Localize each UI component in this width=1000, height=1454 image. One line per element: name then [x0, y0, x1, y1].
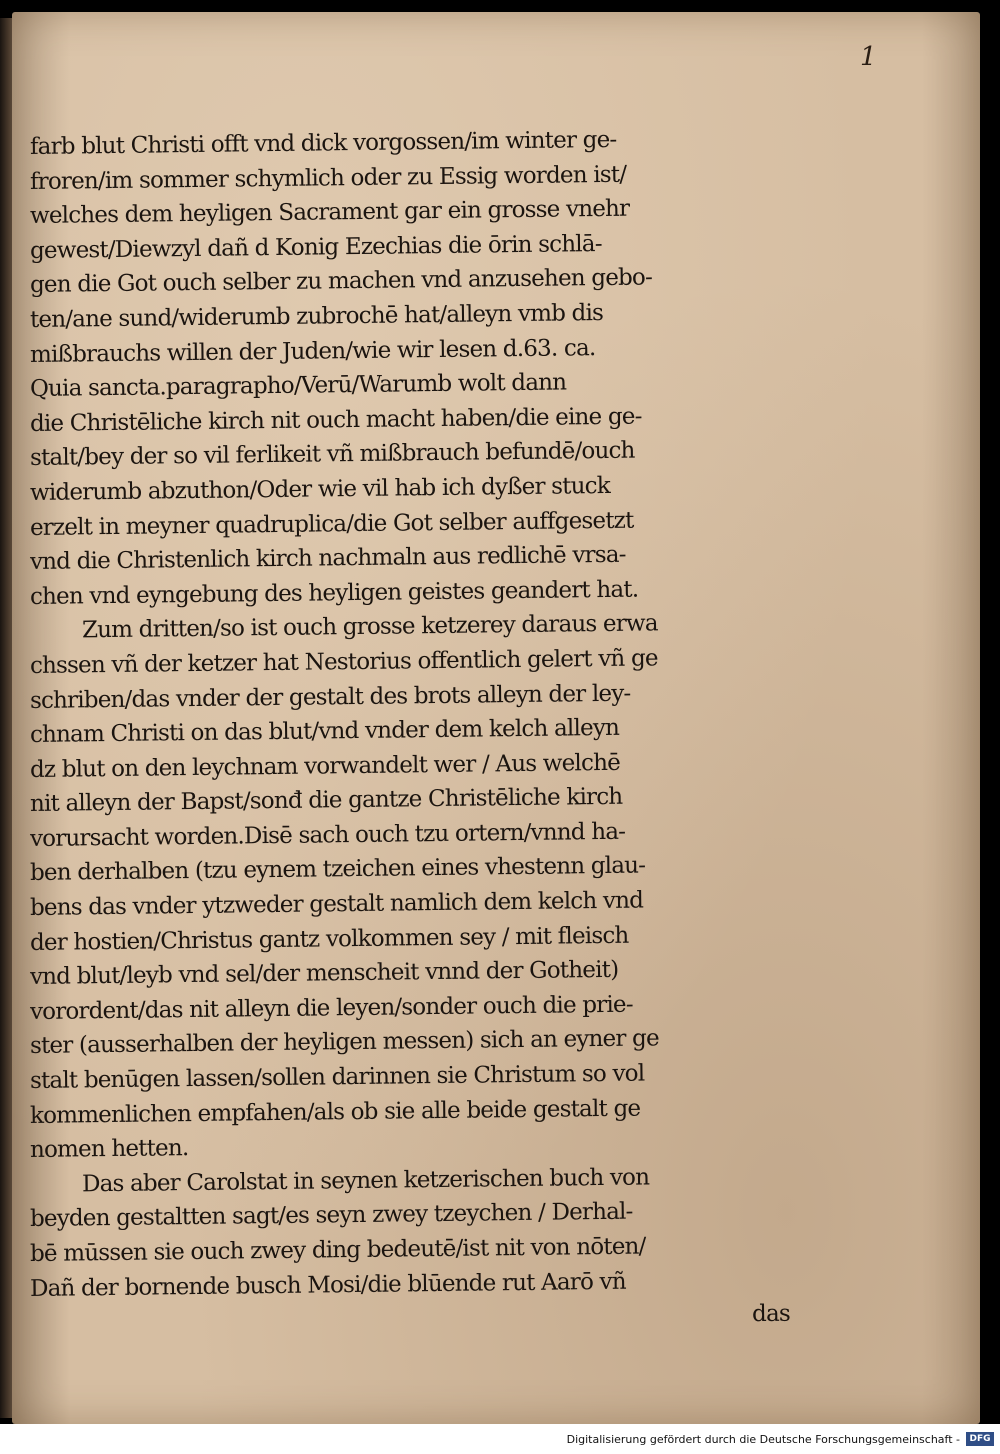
- text-line: stalt/bey der so vil ferlikeit vñ mißbrauch befundē/ouch: [29, 437, 635, 472]
- text-line: gen die Got ouch selber zu machen vnd anzusehen gebo-: [29, 264, 653, 299]
- text-line: Dañ der bornende busch Mosi/die blūende rut Aarō vñ: [29, 1268, 626, 1302]
- text-line: Zum dritten/so ist ouch grosse ketzerey daraus erwa: [81, 610, 658, 644]
- text-line: dz blut on den leychnam vorwandelt wer / Aus welchē: [29, 749, 621, 783]
- text-line: ten/ane sund/widerumb zubrochē hat/alleyn vmb dis: [29, 299, 604, 333]
- text-line: vnd die Christenlich kirch nachmaln aus redlichē vrsa-: [29, 541, 626, 576]
- text-line: stalt benūgen lassen/sollen darinnen sie Christum so vol: [29, 1060, 645, 1095]
- catchword: das: [751, 1300, 791, 1328]
- footer-bar: [0, 1424, 1000, 1454]
- text-line: widerumb abzuthon/Oder wie vil hab ich dyßer stuck: [29, 472, 611, 506]
- text-line: froren/im sommer schymlich oder zu Essig worden ist/: [29, 161, 627, 195]
- text-block: [29, 126, 791, 1341]
- text-line: kommenlichen empfahen/als ob sie alle beide gestalt ge: [29, 1095, 641, 1129]
- text-line: erzelt in meyner quadruplica/die Got selber auffgesetzt: [29, 507, 634, 541]
- text-line: welches dem heyligen Sacrament gar ein grosse vnehr: [29, 195, 630, 230]
- text-line: vorursacht worden.Disē sach ouch tzu ortern/vnnd ha-: [29, 818, 626, 852]
- dfg-logo: DFG: [966, 1432, 994, 1446]
- text-line: beyden gestaltten sagt/es seyn zwey tzeychen / Derhal-: [29, 1199, 633, 1233]
- page-number: 1: [860, 42, 877, 72]
- text-line: chnam Christi on das blut/vnd vnder dem kelch alleyn: [29, 714, 620, 749]
- text-line: vnd blut/leyb vnd sel/der menscheit vnnd der Gotheit): [29, 957, 619, 991]
- text-line: ster (ausserhalben der heyligen messen) sich an eyner ge: [29, 1025, 659, 1060]
- text-line: chen vnd eyngebung des heyligen geistes geandert hat.: [29, 576, 639, 610]
- text-line: bens das vnder ytzweder gestalt namlich dem kelch vnd: [29, 887, 644, 922]
- text-line: schriben/das vnder der gestalt des brots alleyn der ley-: [29, 680, 631, 714]
- document-page: [12, 12, 980, 1424]
- text-line: gewest/Diewzyl dañ d Konig Ezechias die ōrin schlā-: [29, 230, 602, 264]
- funding-credit: Digitalisierung gefördert durch die Deutsche Forschungsgemeinschaft -: [566, 1433, 960, 1446]
- text-line: nomen hetten.: [29, 1135, 189, 1164]
- text-line: farb blut Christi offt vnd dick vorgossen/im winter ge-: [29, 126, 617, 160]
- text-line: Das aber Carolstat in seynen ketzerischen buch von: [81, 1164, 650, 1198]
- text-line: die Christēliche kirch nit ouch macht haben/die eine ge-: [29, 403, 642, 437]
- text-line: mißbrauchs willen der Juden/wie wir lesen d.63. ca.: [29, 334, 596, 368]
- text-line: ben derhalben (tzu eynem tzeichen eines vhestenn glau-: [29, 852, 646, 887]
- text-line: chssen vñ der ketzer hat Nestorius offentlich gelert vñ ge: [29, 645, 658, 679]
- text-line: vorordent/das nit alleyn die leyen/sonder ouch die prie-: [29, 991, 633, 1025]
- text-line: der hostien/Christus gantz volkommen sey / mit fleisch: [29, 922, 629, 956]
- text-line: bē mūssen sie ouch zwey ding bedeutē/ist nit von nōten/: [29, 1233, 646, 1267]
- text-line: Quia sancta.paragrapho/Verū/Warumb wolt dann: [29, 369, 567, 403]
- text-line: nit alleyn der Bapst/sonđ die gantze Christēliche kirch: [29, 784, 623, 818]
